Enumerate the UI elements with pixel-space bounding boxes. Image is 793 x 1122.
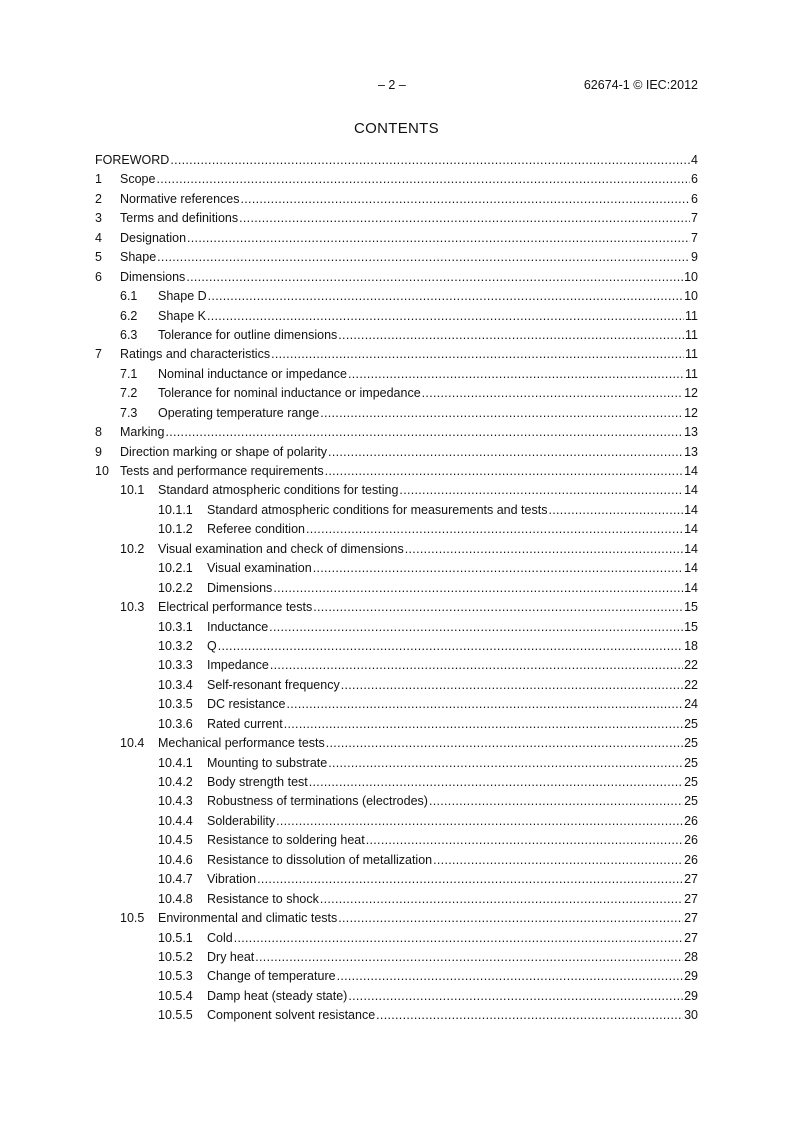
toc-entry-title: Marking xyxy=(120,425,165,440)
toc-entry-number: 3 xyxy=(95,211,102,226)
toc-entry-number: 10.5.2 xyxy=(158,949,193,964)
toc-entry[interactable] xyxy=(95,307,698,326)
toc-entry-page: 27 xyxy=(684,872,698,887)
dot-leader xyxy=(257,870,683,889)
dot-leader xyxy=(325,462,684,481)
dot-leader xyxy=(366,831,683,850)
toc-entry[interactable] xyxy=(95,734,698,753)
dot-leader xyxy=(313,559,683,578)
toc-entry-number: 10.4.2 xyxy=(158,775,193,789)
dot-leader xyxy=(270,656,683,675)
toc-entry-page: 30 xyxy=(684,1008,698,1023)
toc-entry-title: Component solvent resistance xyxy=(207,1008,376,1023)
toc-entry[interactable] xyxy=(95,754,698,773)
toc-entry-number: 10.5.3 xyxy=(158,969,193,984)
toc-entry-page: 14 xyxy=(684,541,698,556)
toc-entry-number: 10.5.1 xyxy=(158,930,193,945)
toc-entry-number: 10.4.1 xyxy=(158,755,193,770)
toc-entry[interactable] xyxy=(95,345,698,364)
dot-leader xyxy=(341,676,683,695)
toc-entry-number: 6.3 xyxy=(120,327,138,342)
dot-leader xyxy=(422,384,683,403)
dot-leader xyxy=(156,170,690,189)
toc-entry[interactable] xyxy=(95,365,698,384)
toc-entry-title: Dimensions xyxy=(207,580,273,595)
toc-entry-page: 26 xyxy=(684,813,698,828)
toc-entry-title: Designation xyxy=(120,230,187,245)
toc-entry-page: 24 xyxy=(684,697,698,712)
dot-leader xyxy=(207,307,684,326)
toc-entry[interactable] xyxy=(95,209,698,228)
dot-leader xyxy=(328,754,683,773)
toc-entry-number: 10.4.6 xyxy=(158,852,193,867)
toc-entry-page: 25 xyxy=(684,736,698,751)
toc-entry[interactable] xyxy=(95,481,698,500)
toc-entry-page: 13 xyxy=(684,425,698,440)
dot-leader xyxy=(271,345,684,364)
toc-entry-title: Resistance to shock xyxy=(207,891,319,906)
toc-entry-number: 4 xyxy=(95,230,102,245)
toc-entry-title: Resistance to dissolution of metallization xyxy=(207,852,433,867)
toc-entry-title: Rated current xyxy=(207,716,283,731)
toc-entry-page: 25 xyxy=(684,716,698,731)
dot-leader xyxy=(255,948,683,967)
toc-entry-page: 28 xyxy=(684,949,698,964)
toc-entry-number: 10.3.3 xyxy=(158,658,193,673)
toc-entry-title: Q xyxy=(207,638,217,653)
dot-leader xyxy=(241,190,691,209)
dot-leader xyxy=(276,812,683,831)
dot-leader xyxy=(309,773,683,792)
toc-entry-title: Vibration xyxy=(207,872,257,887)
toc-entry[interactable] xyxy=(95,151,698,170)
toc-entry-title: DC resistance xyxy=(207,697,286,712)
toc-entry[interactable] xyxy=(95,851,698,870)
toc-entry-number: 10.3 xyxy=(120,600,145,615)
toc-entry-number: 7.3 xyxy=(120,405,138,420)
toc-entry-title: Terms and definitions xyxy=(120,211,239,226)
dot-leader xyxy=(338,909,683,928)
toc-entry-title: Tests and performance requirements xyxy=(120,464,324,478)
toc-entry-page: 12 xyxy=(684,386,698,401)
dot-leader xyxy=(269,618,683,637)
toc-entry-title: Tolerance for nominal inductance or impedance xyxy=(158,386,421,401)
toc-entry-number: 10.4.5 xyxy=(158,833,193,848)
toc-entry-title: Impedance xyxy=(207,658,269,673)
toc-entry-page: 26 xyxy=(684,852,698,867)
toc-entry[interactable] xyxy=(95,948,698,967)
toc-entry[interactable] xyxy=(95,773,698,792)
toc-entry[interactable] xyxy=(95,384,698,403)
toc-entry-page: 6 xyxy=(691,172,698,187)
toc-entry-number: 10.4 xyxy=(120,736,145,751)
toc-entry-number: 10.5.4 xyxy=(158,988,193,1003)
toc-entry[interactable] xyxy=(95,404,698,423)
toc-entry-page: 22 xyxy=(684,658,698,673)
toc-entry-page: 14 xyxy=(684,483,698,498)
toc-entry-number: 6 xyxy=(95,269,102,284)
dot-leader xyxy=(165,423,683,442)
toc-entry-page: 14 xyxy=(684,580,698,595)
toc-entry-title: Mounting to substrate xyxy=(207,755,328,770)
toc-entry[interactable] xyxy=(95,967,698,986)
dot-leader xyxy=(186,268,683,287)
toc-entry[interactable] xyxy=(95,890,698,909)
toc-entry-page: 11 xyxy=(685,327,698,342)
dot-leader xyxy=(326,734,683,753)
toc-entry-page: 27 xyxy=(684,911,698,926)
dot-leader xyxy=(348,987,683,1006)
toc-entry-page: 9 xyxy=(691,250,698,265)
dot-leader xyxy=(218,637,683,656)
dot-leader xyxy=(208,287,683,306)
toc-entry[interactable] xyxy=(95,695,698,714)
toc-entry-number: 10.2.1 xyxy=(158,561,193,576)
toc-entry-number: 10.3.6 xyxy=(158,716,193,731)
toc-entry[interactable] xyxy=(95,656,698,675)
dot-leader xyxy=(320,890,683,909)
page-number: – 2 – xyxy=(378,78,406,92)
toc-entry-page: 27 xyxy=(684,891,698,906)
toc-entry-title: Change of temperature xyxy=(207,969,336,984)
toc-entry[interactable] xyxy=(95,326,698,345)
toc-entry-number: 10.4.4 xyxy=(158,813,193,828)
toc-entry-page: 10 xyxy=(684,289,698,304)
dot-leader xyxy=(170,151,690,170)
toc-entry[interactable] xyxy=(95,540,698,559)
toc-entry-title: Robustness of terminations (electrodes) xyxy=(207,794,428,809)
toc-entry[interactable] xyxy=(95,170,698,189)
toc-entry-page: 13 xyxy=(684,444,698,459)
toc-entry-number: 10.3.1 xyxy=(158,619,193,634)
toc-entry[interactable] xyxy=(95,1006,698,1025)
toc-entry[interactable] xyxy=(95,462,698,481)
toc-entry[interactable] xyxy=(95,792,698,811)
toc-entry[interactable] xyxy=(95,909,698,928)
toc-entry-page: 11 xyxy=(685,308,698,323)
toc-entry-title: Visual examination xyxy=(207,561,312,576)
toc-entry-title: Direction marking or shape of polarity xyxy=(120,444,328,459)
toc-entry-number: 10.5.5 xyxy=(158,1008,193,1023)
toc-entry-number: 8 xyxy=(95,425,102,440)
toc-entry-page: 12 xyxy=(684,405,698,420)
toc-entry-page: 25 xyxy=(684,775,698,789)
toc-entry-page: 10 xyxy=(684,269,698,284)
toc-entry-page: 18 xyxy=(684,638,698,653)
toc-entry[interactable] xyxy=(95,423,698,442)
toc-entry[interactable] xyxy=(95,579,698,598)
toc-entry-title: Inductance xyxy=(207,619,269,634)
dot-leader xyxy=(548,501,683,520)
dot-leader xyxy=(234,929,683,948)
toc-entry-page: 6 xyxy=(691,191,698,206)
toc-entry-page: 26 xyxy=(684,833,698,848)
toc-entry-page: 15 xyxy=(684,600,698,615)
toc-entry-number: 10.3.2 xyxy=(158,638,193,653)
dot-leader xyxy=(399,481,683,500)
toc-entry-title: Shape K xyxy=(158,308,206,323)
toc-entry-number: 7.2 xyxy=(120,386,138,401)
dot-leader xyxy=(348,365,684,384)
toc-entry-title: Referee condition xyxy=(207,522,305,537)
toc-entry-title: Solderability xyxy=(207,813,276,828)
table-of-contents xyxy=(95,151,698,1026)
toc-entry-number: 10 xyxy=(95,464,109,478)
toc-entry-title: Tolerance for outline dimensions xyxy=(158,327,338,342)
toc-entry-title: Electrical performance tests xyxy=(158,600,313,615)
toc-entry-number: 5 xyxy=(95,250,102,265)
toc-entry-number: 10.4.8 xyxy=(158,891,193,906)
toc-entry-number: 10.1.2 xyxy=(158,522,193,537)
toc-entry-title: Resistance to soldering heat xyxy=(207,833,365,848)
dot-leader xyxy=(313,598,683,617)
toc-entry-title: Damp heat (steady state) xyxy=(207,988,348,1003)
toc-entry-page: 14 xyxy=(684,502,698,517)
toc-entry-number: 10.5 xyxy=(120,911,145,926)
toc-entry-page: 11 xyxy=(685,347,698,362)
dot-leader xyxy=(273,579,683,598)
dot-leader xyxy=(338,326,684,345)
dot-leader xyxy=(287,695,684,714)
toc-entry[interactable] xyxy=(95,501,698,520)
dot-leader xyxy=(306,520,683,539)
toc-entry[interactable] xyxy=(95,812,698,831)
toc-entry-title: Ratings and characteristics xyxy=(120,347,271,362)
toc-entry-title: Standard atmospheric conditions for measurements and tests xyxy=(207,502,548,517)
dot-leader xyxy=(433,851,683,870)
toc-entry-title: Visual examination and check of dimensions xyxy=(158,541,404,556)
toc-entry-title: FOREWORD xyxy=(95,153,170,167)
toc-entry-title: Self-resonant frequency xyxy=(207,677,340,692)
toc-entry[interactable] xyxy=(95,268,698,287)
toc-entry-number: 6.2 xyxy=(120,308,138,323)
dot-leader xyxy=(284,715,683,734)
dot-leader xyxy=(239,209,690,228)
standard-reference: 62674-1 © IEC:2012 xyxy=(583,78,698,92)
toc-entry[interactable] xyxy=(95,870,698,889)
toc-entry[interactable] xyxy=(95,559,698,578)
toc-entry-number: 2 xyxy=(95,191,102,206)
contents-title: CONTENTS xyxy=(354,120,439,137)
toc-entry-page: 11 xyxy=(685,366,698,381)
toc-entry-title: Body strength test xyxy=(207,775,308,789)
dot-leader xyxy=(405,540,683,559)
toc-entry-title: Environmental and climatic tests xyxy=(158,911,338,926)
toc-entry-title: Mechanical performance tests xyxy=(158,736,325,751)
toc-entry-number: 10.1.1 xyxy=(158,502,193,517)
toc-entry-page: 4 xyxy=(691,153,698,167)
page-header xyxy=(0,78,793,94)
toc-entry-number: 10.2.2 xyxy=(158,580,193,595)
toc-entry-page: 22 xyxy=(684,677,698,692)
toc-entry-title: Dimensions xyxy=(120,269,186,284)
toc-entry-title: Shape xyxy=(120,250,157,265)
toc-entry-title: Normative references xyxy=(120,191,240,206)
toc-entry-title: Cold xyxy=(207,930,233,945)
toc-entry-title: Standard atmospheric conditions for testing xyxy=(158,483,399,498)
toc-entry-title: Shape D xyxy=(158,289,207,304)
toc-entry-number: 10.3.5 xyxy=(158,697,193,712)
toc-entry-page: 14 xyxy=(684,464,698,478)
toc-entry-number: 9 xyxy=(95,444,102,459)
toc-entry[interactable] xyxy=(95,190,698,209)
toc-entry[interactable] xyxy=(95,248,698,267)
toc-entry-page: 29 xyxy=(684,969,698,984)
dot-leader xyxy=(337,967,684,986)
toc-entry-number: 1 xyxy=(95,172,102,187)
toc-entry[interactable] xyxy=(95,676,698,695)
dot-leader xyxy=(429,792,683,811)
toc-entry[interactable] xyxy=(95,443,698,462)
toc-entry[interactable] xyxy=(95,287,698,306)
toc-entry[interactable] xyxy=(95,831,698,850)
toc-entry[interactable] xyxy=(95,715,698,734)
toc-entry-number: 10.4.3 xyxy=(158,794,193,809)
dot-leader xyxy=(328,443,683,462)
toc-entry-page: 15 xyxy=(684,619,698,634)
toc-entry-title: Operating temperature range xyxy=(158,405,320,420)
toc-entry-title: Dry heat xyxy=(207,949,255,964)
toc-entry[interactable] xyxy=(95,987,698,1006)
dot-leader xyxy=(187,229,690,248)
toc-entry-number: 10.1 xyxy=(120,483,145,498)
toc-entry[interactable] xyxy=(95,598,698,617)
toc-entry-page: 25 xyxy=(684,794,698,809)
toc-entry-page: 27 xyxy=(684,930,698,945)
toc-entry-page: 7 xyxy=(691,211,698,226)
toc-entry-number: 10.2 xyxy=(120,541,145,556)
toc-entry[interactable] xyxy=(95,520,698,539)
toc-entry-number: 10.4.7 xyxy=(158,872,193,887)
toc-entry-title: Nominal inductance or impedance xyxy=(158,366,347,381)
toc-entry-page: 29 xyxy=(684,988,698,1003)
toc-entry-title: Scope xyxy=(120,172,156,187)
dot-leader xyxy=(320,404,683,423)
toc-entry-page: 7 xyxy=(691,230,698,245)
dot-leader xyxy=(376,1006,683,1025)
toc-entry-number: 10.3.4 xyxy=(158,677,193,692)
toc-entry-page: 14 xyxy=(684,561,698,576)
toc-entry-number: 6.1 xyxy=(120,289,138,304)
toc-entry-number: 7 xyxy=(95,347,102,362)
toc-entry[interactable] xyxy=(95,929,698,948)
toc-entry[interactable] xyxy=(95,618,698,637)
toc-entry-number: 7.1 xyxy=(120,366,138,381)
toc-entry-page: 14 xyxy=(684,522,698,537)
toc-entry[interactable] xyxy=(95,637,698,656)
dot-leader xyxy=(157,248,690,267)
toc-entry[interactable] xyxy=(95,229,698,248)
toc-entry-page: 25 xyxy=(684,755,698,770)
